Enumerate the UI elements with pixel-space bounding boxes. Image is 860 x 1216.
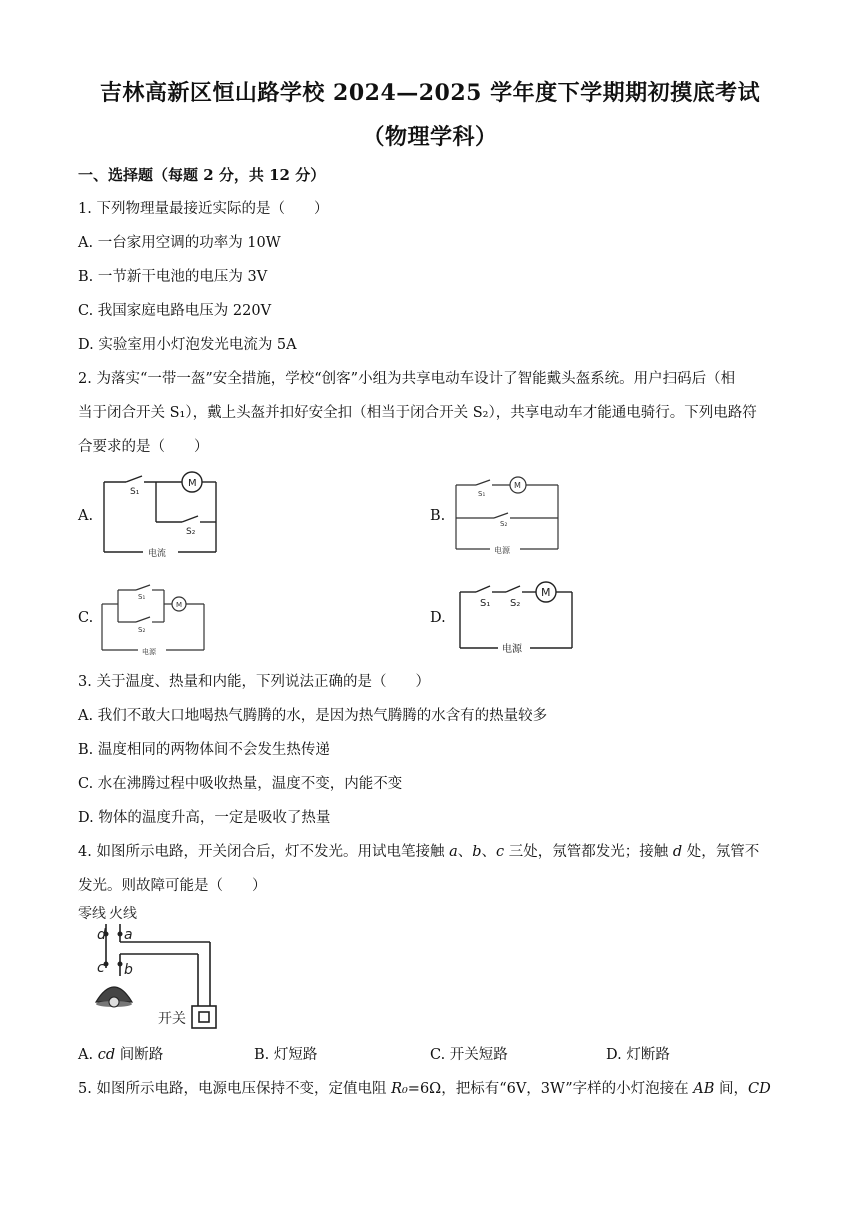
s2-label-a: S₂ — [186, 527, 196, 537]
q5-stem-post: 间， — [714, 1081, 748, 1097]
circuit-diagram-d — [456, 576, 578, 658]
q5-stem-line1 — [78, 1077, 771, 1098]
q1-option-a: A. 一台家用空调的功率为 10W — [78, 235, 281, 251]
q3-option-b: B. 温度相同的两物体间不会发生热传递 — [78, 742, 330, 758]
q4-option-c: C. 开关短路 — [430, 1047, 508, 1063]
q1-option-c: C. 我国家庭电路电压为 220V — [78, 303, 272, 319]
q4-stem-post: 处，氖管不 — [682, 844, 760, 860]
s1-label-d: S₁ — [480, 598, 491, 609]
point-d-label: d — [97, 927, 106, 943]
q4-stem-mid: 三处，氖管都发光；接触 — [504, 844, 673, 860]
q4-point-d: d — [672, 844, 683, 860]
q2-stem-line3: 合要求的是（ ） — [78, 439, 209, 455]
s1-label-a: S₁ — [130, 487, 140, 497]
circuit-diagram-c — [98, 582, 210, 658]
q5-stem-mid: =6Ω，把标有“6V，3W”字样的小灯泡接在 — [407, 1081, 694, 1097]
q4-option-a-suffix: 间断路 — [115, 1047, 164, 1063]
motor-label-d: M — [541, 586, 551, 599]
q3-option-a: A. 我们不敢大口地喝热气腾腾的水，是因为热气腾腾的水含有的热量较多 — [78, 708, 548, 724]
q4-stem-line1 — [78, 840, 759, 861]
point-b-label: b — [124, 962, 133, 978]
q4-option-a-prefix: A. — [78, 1047, 98, 1063]
q5-ab: AB — [693, 1081, 715, 1097]
q2-stem-line1: 2. 为落实“一带一盔”安全措施，学校“创客”小组为共享电动车设计了智能戴头盔系统。用户扫码后（相 — [78, 371, 736, 387]
neutral-wire-label: 零线 — [78, 906, 106, 922]
q4-option-a-italic: cd — [97, 1047, 116, 1063]
motor-label-b: M — [514, 481, 521, 490]
motor-label-c: M — [176, 601, 183, 609]
exam-title: 吉林高新区恒山路学校 2024—2025 学年度下学期期初摸底考试 — [99, 80, 761, 106]
q4-option-b: B. 灯短路 — [254, 1047, 318, 1063]
household-circuit-diagram — [78, 902, 238, 1030]
q1-option-d: D. 实验室用小灯泡发光电流为 5A — [78, 337, 297, 353]
s2-label-d: S₂ — [510, 598, 521, 609]
q4-stem-line2: 发光。则故障可能是（ ） — [78, 878, 267, 894]
s2-label-b: S₂ — [500, 520, 508, 528]
q5-r0: R₀ — [391, 1081, 408, 1097]
point-a-label: a — [124, 927, 133, 943]
q4-point-b: b — [472, 844, 482, 860]
s1-label-b: S₁ — [478, 490, 486, 498]
q4-option-a — [78, 1043, 163, 1064]
source-label-a: 电流 — [148, 549, 167, 559]
q1-stem: 1. 下列物理量最接近实际的是（ ） — [78, 201, 329, 217]
section-heading: 一、选择题（每题 2 分，共 12 分） — [78, 166, 326, 184]
q2-stem-line2: 当于闭合开关 S₁），戴上头盔并扣好安全扣（相当于闭合开关 S₂），共享电动车才能通电骑行。下列电路符 — [78, 405, 757, 421]
circuit-diagram-b — [452, 473, 564, 559]
q4-sep2: 、 — [481, 844, 497, 860]
q3-stem: 3. 关于温度、热量和内能，下列说法正确的是（ ） — [78, 674, 430, 690]
q1-option-b: B. 一节新干电池的电压为 3V — [78, 269, 268, 285]
switch-label: 开关 — [158, 1011, 186, 1027]
live-wire-label: 火线 — [109, 906, 137, 922]
q2-option-a-label: A. — [78, 508, 94, 524]
q3-option-c: C. 水在沸腾过程中吸收热量，温度不变，内能不变 — [78, 776, 403, 792]
point-c-label: c — [97, 960, 105, 976]
q2-option-b-label: B. — [430, 508, 446, 524]
q4-stem-pre: 4. 如图所示电路，开关闭合后，灯不发光。用试电笔接触 — [78, 844, 450, 860]
q2-option-c-label: C. — [78, 610, 94, 626]
circuit-diagram-a — [98, 470, 223, 562]
q5-stem-pre: 5. 如图所示电路，电源电压保持不变，定值电阻 — [78, 1081, 392, 1097]
motor-label-a: M — [188, 478, 197, 489]
s1-label-c: S₁ — [138, 593, 146, 601]
q5-cd: CD — [747, 1081, 771, 1097]
source-label-b: 电源 — [494, 546, 510, 555]
s2-label-c: S₂ — [138, 626, 146, 634]
exam-subtitle: （物理学科） — [362, 124, 498, 150]
q4-option-d: D. 灯断路 — [606, 1047, 670, 1063]
source-label-c: 电源 — [142, 648, 156, 656]
q4-sep1: 、 — [457, 844, 473, 860]
q3-option-d: D. 物体的温度升高，一定是吸收了热量 — [78, 810, 331, 826]
source-label-d: 电源 — [502, 644, 522, 655]
q4-point-a: a — [449, 844, 458, 860]
q4-point-c: c — [496, 844, 505, 860]
q2-option-d-label: D. — [430, 610, 446, 626]
